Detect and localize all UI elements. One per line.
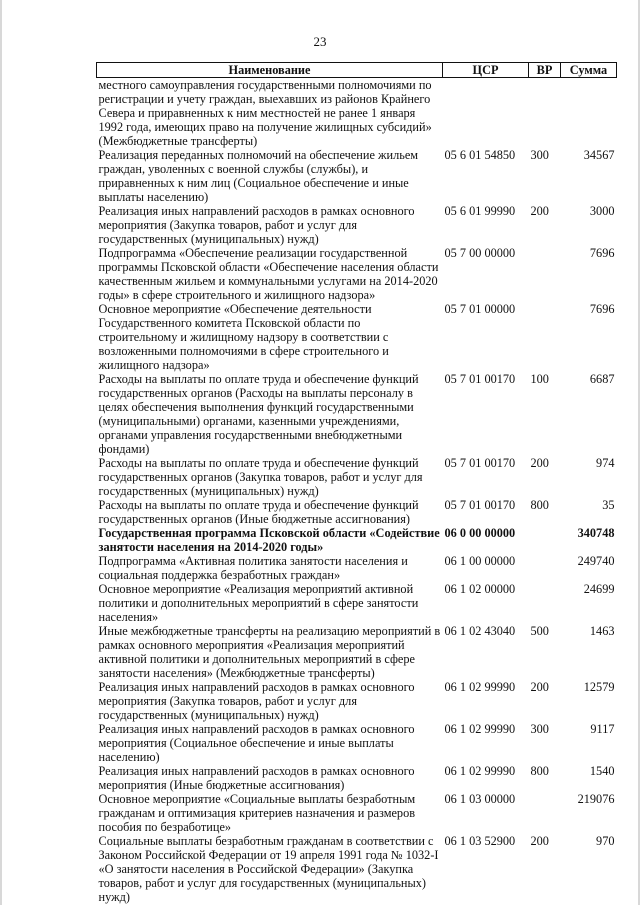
cell-name: Иные межбюджетные трансферты на реализацию мероприятий в рамках основного мероприятия «Реализация мероприятий активной политики и дополнительных мероприятий в сфере занятости населения» (Межбюджетные трансферты) [98, 624, 441, 680]
budget-table [96, 62, 617, 904]
table-row [97, 498, 617, 526]
cell-csr: 05 6 01 99990 [444, 204, 516, 218]
cell-sum: 34567 [583, 148, 615, 162]
table-row [97, 624, 617, 680]
cell-name: Социальные выплаты безработным гражданам в соответствии с Законом Российской Федерации от 19 апреля 1991 года № 1032-I «О занятости населения в Российской Федерации» (Закупка товаров, работ и услуг для государственных (муниципальных) нужд) [98, 834, 439, 904]
cell-vr [529, 246, 561, 302]
cell-name: местного самоуправления государственными полномочиями по регистрации и учету граждан, выехавших из районов Крайнего Севера и приравненных к ним местностей не ранее 1 января 1992 года, имеющих право на получение жилищных субсидий» (Межбюджетные трансферты) [98, 78, 432, 148]
table-row [97, 204, 617, 246]
cell-vr: 200 [530, 834, 549, 848]
table-row [97, 834, 617, 904]
cell-name: Реализация иных направлений расходов в рамках основного мероприятия (Закупка товаров, работ и услуг для государственных (муниципальных) нужд) [98, 680, 415, 722]
cell-sum: 24699 [583, 582, 615, 596]
cell-csr: 06 1 02 00000 [444, 582, 516, 596]
cell-sum: 3000 [589, 204, 615, 218]
cell-name: Расходы на выплаты по оплате труда и обеспечение функций государственных органов (Расходы на выплаты персоналу в целях обеспечения выполнения функций государственными (муниципальными) органами, казенными учреждениями, органами управления государственными внебюджетными фондами) [98, 372, 419, 456]
table-row [97, 680, 617, 722]
table-row [97, 582, 617, 624]
cell-sum: 970 [596, 834, 615, 848]
cell-csr: 06 1 02 99990 [444, 722, 516, 736]
table-row [97, 764, 617, 792]
table-row [97, 372, 617, 456]
cell-csr: 06 1 02 43040 [444, 624, 516, 638]
cell-vr: 300 [530, 148, 549, 162]
table-row [97, 792, 617, 834]
cell-csr: 05 7 00 00000 [444, 246, 516, 260]
cell-vr [529, 78, 561, 149]
cell-sum: 35 [602, 498, 615, 512]
scan-edge-left [0, 0, 2, 905]
table-row [97, 554, 617, 582]
cell-sum: 974 [596, 456, 615, 470]
cell-vr [529, 582, 561, 624]
cell-csr: 05 6 01 54850 [444, 148, 516, 162]
table-row [97, 246, 617, 302]
cell-name: Реализация иных направлений расходов в рамках основного мероприятия (Социальное обеспечение и иные выплаты населению) [98, 722, 415, 764]
header-name: Наименование [97, 63, 443, 78]
table-row [97, 148, 617, 204]
table-row [97, 456, 617, 498]
cell-sum: 340748 [577, 526, 615, 540]
cell-vr: 200 [530, 456, 549, 470]
cell-sum: 9117 [590, 722, 615, 736]
cell-csr: 06 1 02 99990 [444, 764, 516, 778]
cell-vr [529, 526, 561, 554]
cell-csr: 06 1 02 99990 [444, 680, 516, 694]
cell-csr: 06 1 03 00000 [444, 792, 516, 806]
cell-sum: 249740 [577, 554, 615, 568]
cell-vr [529, 302, 561, 372]
cell-csr [443, 78, 529, 149]
cell-name: Подпрограмма «Обеспечение реализации государственной программы Псковской области «Обеспечение населения области качественным жильем и коммунальными услугами на 2014-2020 годы» в сфере строительного и жилищного надзора» [98, 246, 439, 302]
cell-sum: 1540 [589, 764, 615, 778]
cell-name: Расходы на выплаты по оплате труда и обеспечение функций государственных органов (Иные бюджетные ассигнования) [98, 498, 419, 526]
cell-vr: 800 [530, 498, 549, 512]
cell-sum: 7696 [589, 246, 615, 260]
cell-name: Реализация переданных полномочий на обеспечение жильем граждан, уволенных с военной службы (службы), и приравненных к ним лиц (Социальное обеспечение и иные выплаты населению) [98, 148, 419, 204]
cell-csr: 06 1 03 52900 [444, 834, 516, 848]
cell-csr: 05 7 01 00170 [444, 372, 516, 386]
cell-vr [529, 792, 561, 834]
cell-vr: 500 [530, 624, 549, 638]
cell-name: Основное мероприятие «Обеспечение деятельности Государственного комитета Псковской области по строительному и жилищному надзору в соответствии с возложенными полномочиями в сфере строительного и жилищного надзора» [98, 302, 389, 372]
cell-name: Основное мероприятие «Реализация мероприятий активной политики и дополнительных мероприятий в сфере занятости населения» [98, 582, 419, 624]
cell-csr: 06 0 00 00000 [444, 526, 516, 540]
cell-name: Реализация иных направлений расходов в рамках основного мероприятия (Закупка товаров, работ и услуг для государственных (муниципальных) нужд) [98, 204, 415, 246]
header-vr: ВР [529, 63, 561, 78]
page-number: 23 [313, 34, 327, 49]
cell-sum: 12579 [583, 680, 615, 694]
cell-name: Реализация иных направлений расходов в рамках основного мероприятия (Иные бюджетные ассигнования) [98, 764, 415, 792]
cell-sum: 7696 [589, 302, 615, 316]
cell-vr: 200 [530, 204, 549, 218]
cell-csr: 05 7 01 00170 [444, 498, 516, 512]
table-header-row [97, 63, 617, 78]
header-csr: ЦСР [443, 63, 529, 78]
table-row [97, 302, 617, 372]
cell-csr: 05 7 01 00000 [444, 302, 516, 316]
cell-vr: 800 [530, 764, 549, 778]
cell-vr [529, 554, 561, 582]
cell-name: Расходы на выплаты по оплате труда и обеспечение функций государственных органов (Закупка товаров, работ и услуг для государственных (муниципальных) нужд) [98, 456, 423, 498]
cell-sum: 1463 [589, 624, 615, 638]
cell-csr: 05 7 01 00170 [444, 456, 516, 470]
table-row [97, 526, 617, 554]
table-row [97, 78, 617, 149]
cell-sum [561, 78, 617, 149]
header-sum: Сумма [561, 63, 617, 78]
cell-sum: 219076 [577, 792, 615, 806]
cell-vr: 300 [530, 722, 549, 736]
cell-vr: 200 [530, 680, 549, 694]
cell-name: Государственная программа Псковской области «Содействие занятости населения на 2014-2020 годы» [98, 526, 440, 554]
cell-name: Подпрограмма «Активная политика занятости населения и социальная поддержка безработных граждан» [98, 554, 408, 582]
cell-csr: 06 1 00 00000 [444, 554, 516, 568]
cell-sum: 6687 [589, 372, 615, 386]
cell-vr: 100 [530, 372, 549, 386]
cell-name: Основное мероприятие «Социальные выплаты безработным гражданам и оптимизация критериев назначения и размеров пособия по безработице» [98, 792, 416, 834]
table-row [97, 722, 617, 764]
